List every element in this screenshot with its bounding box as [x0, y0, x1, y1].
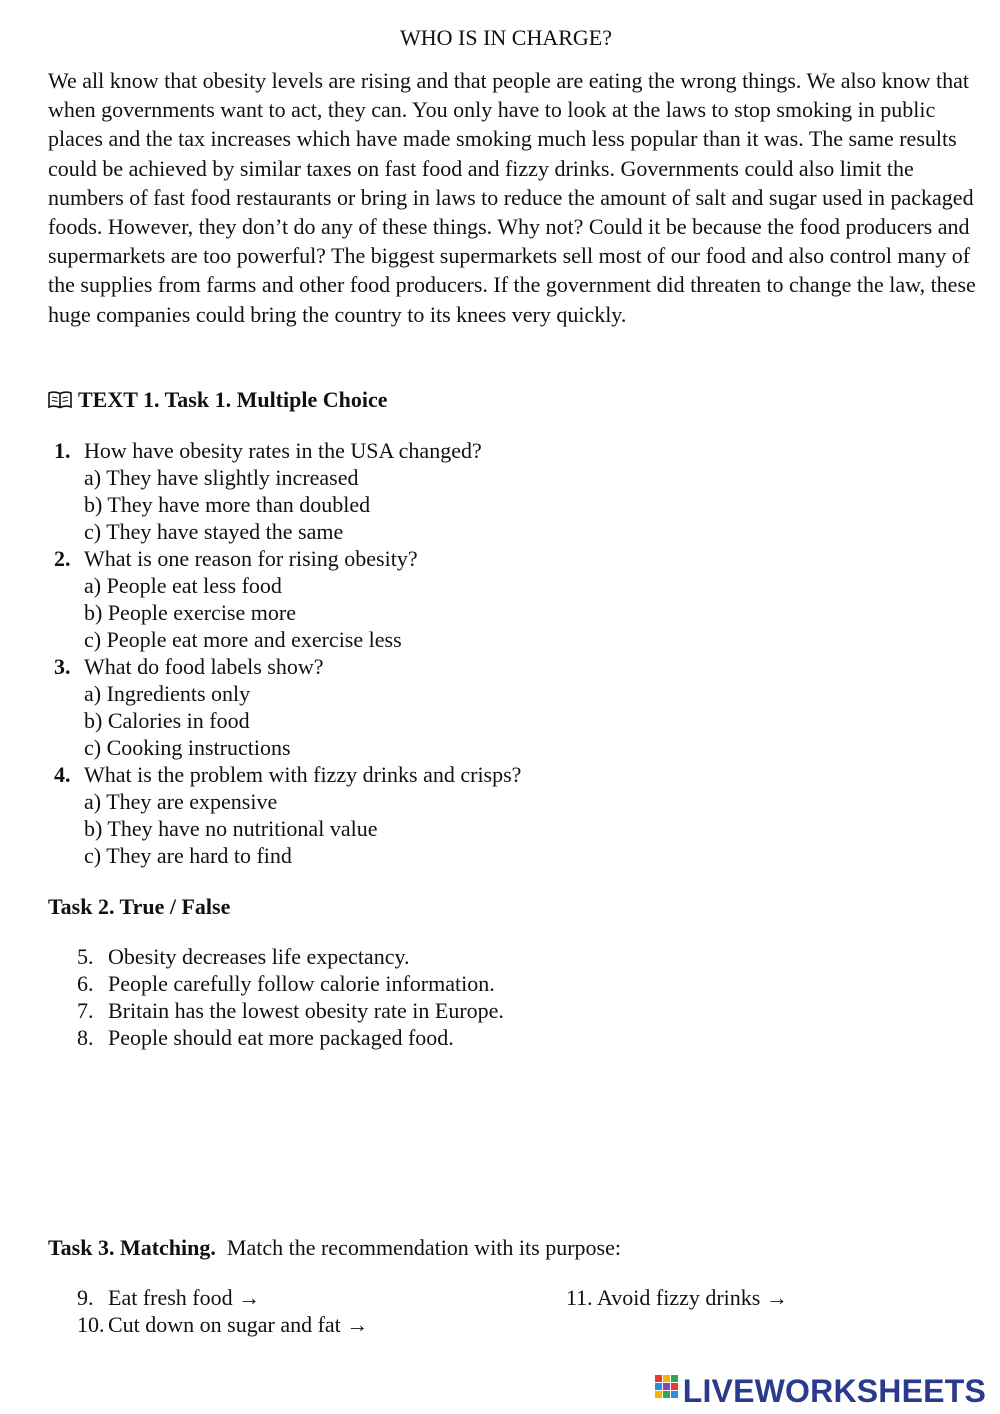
item-text: Eat fresh food →: [108, 1285, 261, 1310]
option-2a: a) People eat less food: [84, 573, 282, 598]
question-number: 3.: [54, 654, 71, 679]
item-text: Avoid fizzy drinks →: [597, 1285, 788, 1310]
liveworksheets-logo-icon: [654, 1373, 680, 1409]
item-text: People should eat more packaged food.: [108, 1025, 454, 1050]
item-number: 5.: [77, 944, 94, 969]
option-3a: a) Ingredients only: [84, 681, 251, 706]
item-text: Britain has the lowest obesity rate in Europe.: [108, 998, 504, 1023]
question-text: What is one reason for rising obesity?: [84, 546, 418, 571]
task1-heading-row: [48, 386, 388, 416]
item-text: Obesity decreases life expectancy.: [108, 944, 410, 969]
option-2b: b) People exercise more: [84, 600, 296, 625]
option-3c: c) Cooking instructions: [84, 735, 291, 760]
question-text: What is the problem with fizzy drinks and crisps?: [84, 762, 522, 787]
page-title: WHO IS IN CHARGE?: [399, 25, 613, 50]
question-text: What do food labels show?: [84, 654, 324, 679]
task3-instruction: Match the recommendation with its purpose:: [226, 1235, 621, 1260]
question-number: 2.: [54, 546, 71, 571]
liveworksheets-logo: [654, 1373, 986, 1409]
option-4b: b) They have no nutritional value: [84, 816, 378, 841]
reading-passage: We all know that obesity levels are rising and that people are eating the wrong things. We also know that when governments want to act, they can. You only have to look at the laws to stop smoking in public places and the tax increases which have made smoking much less popular than it was. The same results could be achieved by similar taxes on fast food and fizzy drinks. Governments could also limit the numbers of fast food restaurants or bring in laws to reduce the amount of salt and sugar used in packaged foods. However, they don’t do any of these things. Why not? Could it be because the food producers and supermarkets are too powerful? The biggest supermarkets sell most of our food and also control many of the supplies from farms and other food producers. If the government did threaten to change the law, these huge companies could bring the country to its knees very quickly.: [48, 68, 976, 327]
item-number: 9.: [77, 1285, 94, 1310]
item-number: 11.: [566, 1285, 593, 1310]
task3-heading-row: [48, 1234, 621, 1262]
option-2c: c) People eat more and exercise less: [84, 627, 402, 652]
task1-heading: TEXT 1. Task 1. Multiple Choice: [78, 387, 388, 412]
option-1a: a) They have slightly increased: [84, 465, 359, 490]
question-text: How have obesity rates in the USA changed?: [84, 438, 482, 463]
question-number: 1.: [54, 438, 71, 463]
item-text: People carefully follow calorie information.: [108, 971, 495, 996]
task3-heading: Task 3. Matching.: [48, 1235, 216, 1260]
open-book-icon: [48, 388, 72, 416]
task2-heading: Task 2. True / False: [48, 894, 231, 919]
option-4a: a) They are expensive: [84, 789, 278, 814]
item-text: Cut down on sugar and fat →: [108, 1312, 369, 1337]
option-3b: b) Calories in food: [84, 708, 250, 733]
item-number: 7.: [77, 998, 94, 1023]
question-number: 4.: [54, 762, 71, 787]
item-number: 6.: [77, 971, 94, 996]
item-number: 8.: [77, 1025, 94, 1050]
option-1c: c) They have stayed the same: [84, 519, 344, 544]
option-1b: b) They have more than doubled: [84, 492, 371, 517]
option-4c: c) They are hard to find: [84, 843, 292, 868]
liveworksheets-logo-text: LIVEWORKSHEETS: [682, 1372, 986, 1409]
item-number: 10.: [77, 1312, 105, 1337]
